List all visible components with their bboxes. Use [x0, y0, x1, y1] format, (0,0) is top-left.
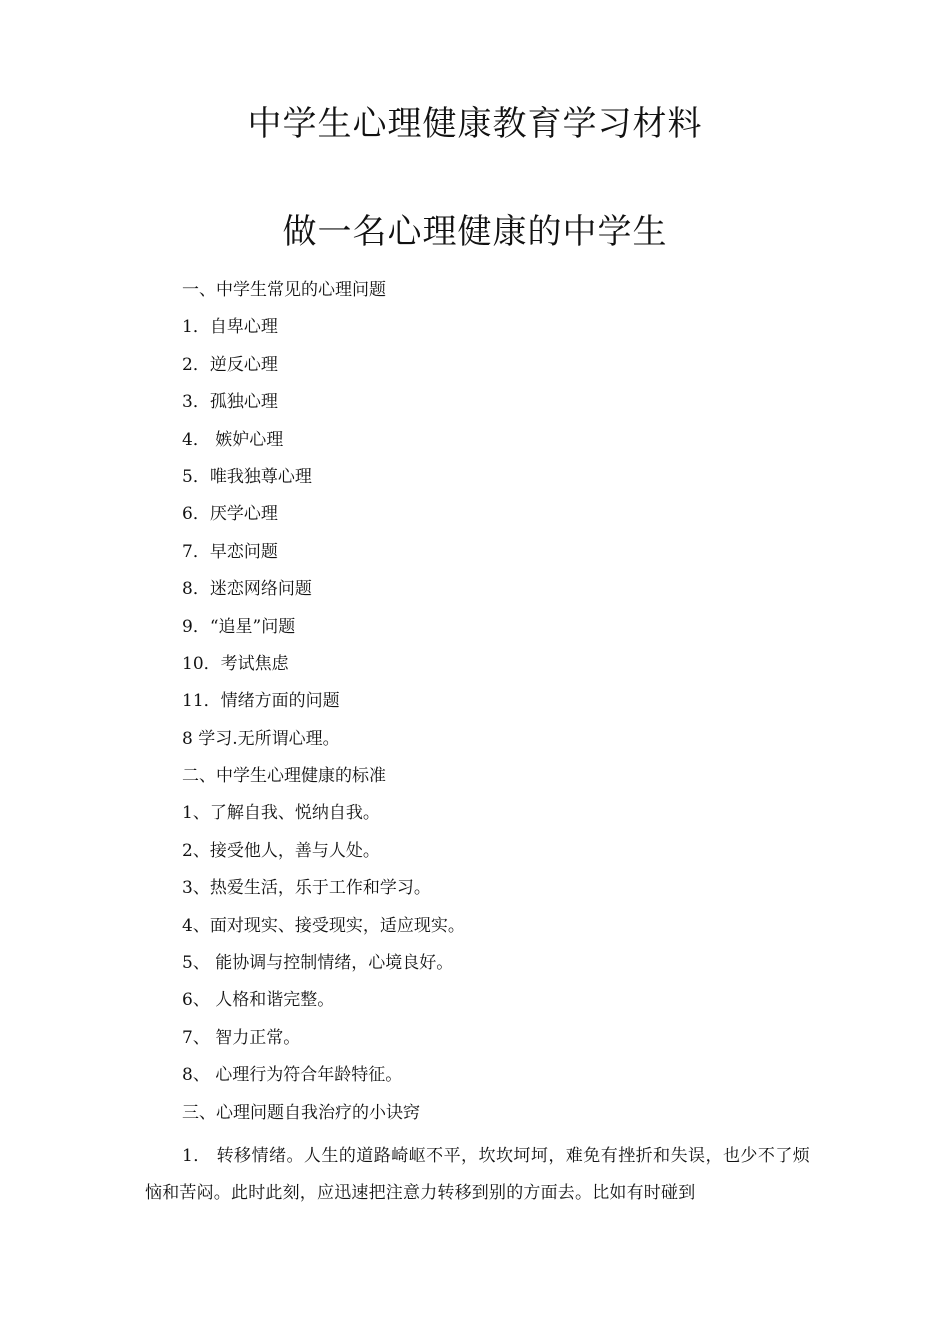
list-item: 9．“追星”问题	[182, 616, 296, 637]
list-item: 6、 人格和谐完整。	[182, 990, 335, 1011]
section-heading-2: 二、中学生心理健康的标准	[182, 766, 386, 787]
list-item: 3．孤独心理	[182, 392, 278, 413]
list-item: 2、接受他人，善与人处。	[182, 840, 380, 861]
list-item: 4． 嫉妒心理	[182, 429, 284, 450]
list-item: 8．迷恋网络问题	[182, 579, 312, 600]
list-item: 11．情绪方面的问题	[182, 691, 340, 712]
list-item: 5、 能协调与控制情绪，心境良好。	[182, 953, 454, 974]
section-heading-1: 一、中学生常见的心理问题	[182, 280, 386, 300]
list-item: 4、面对现实、接受现实，适应现实。	[182, 915, 465, 936]
list-item: 1．自卑心理	[182, 317, 278, 338]
list-item: 10．考试焦虑	[182, 653, 289, 674]
list-item: 5．唯我独尊心理	[182, 466, 312, 487]
list-item: 8 学习.无所谓心理。	[182, 728, 340, 749]
list-item: 7．早恋问题	[182, 541, 278, 562]
list-item: 1、了解自我、悦纳自我。	[182, 803, 380, 824]
document-title: 中学生心理健康教育学习材料	[247, 104, 703, 144]
content-lines	[182, 277, 822, 1137]
list-item: 2．逆反心理	[182, 354, 278, 375]
list-item: 6．厌学心理	[182, 504, 278, 525]
list-item: 3、热爱生活，乐于工作和学习。	[182, 878, 431, 899]
section-heading-3: 三、心理问题自我治疗的小诀窍	[182, 1102, 420, 1123]
list-item: 8、 心理行为符合年龄特征。	[182, 1065, 403, 1086]
list-item: 7、 智力正常。	[182, 1027, 301, 1048]
document-subtitle: 做一名心理健康的中学生	[282, 212, 668, 252]
body-paragraph: 1． 转移情绪。人生的道路崎岖不平，坎坎坷坷，难免有挫折和失误，也少不了烦恼和苦闷。此时此刻，应迅速把注意力转移到别的方面去。比如有时碰到	[145, 1146, 810, 1204]
